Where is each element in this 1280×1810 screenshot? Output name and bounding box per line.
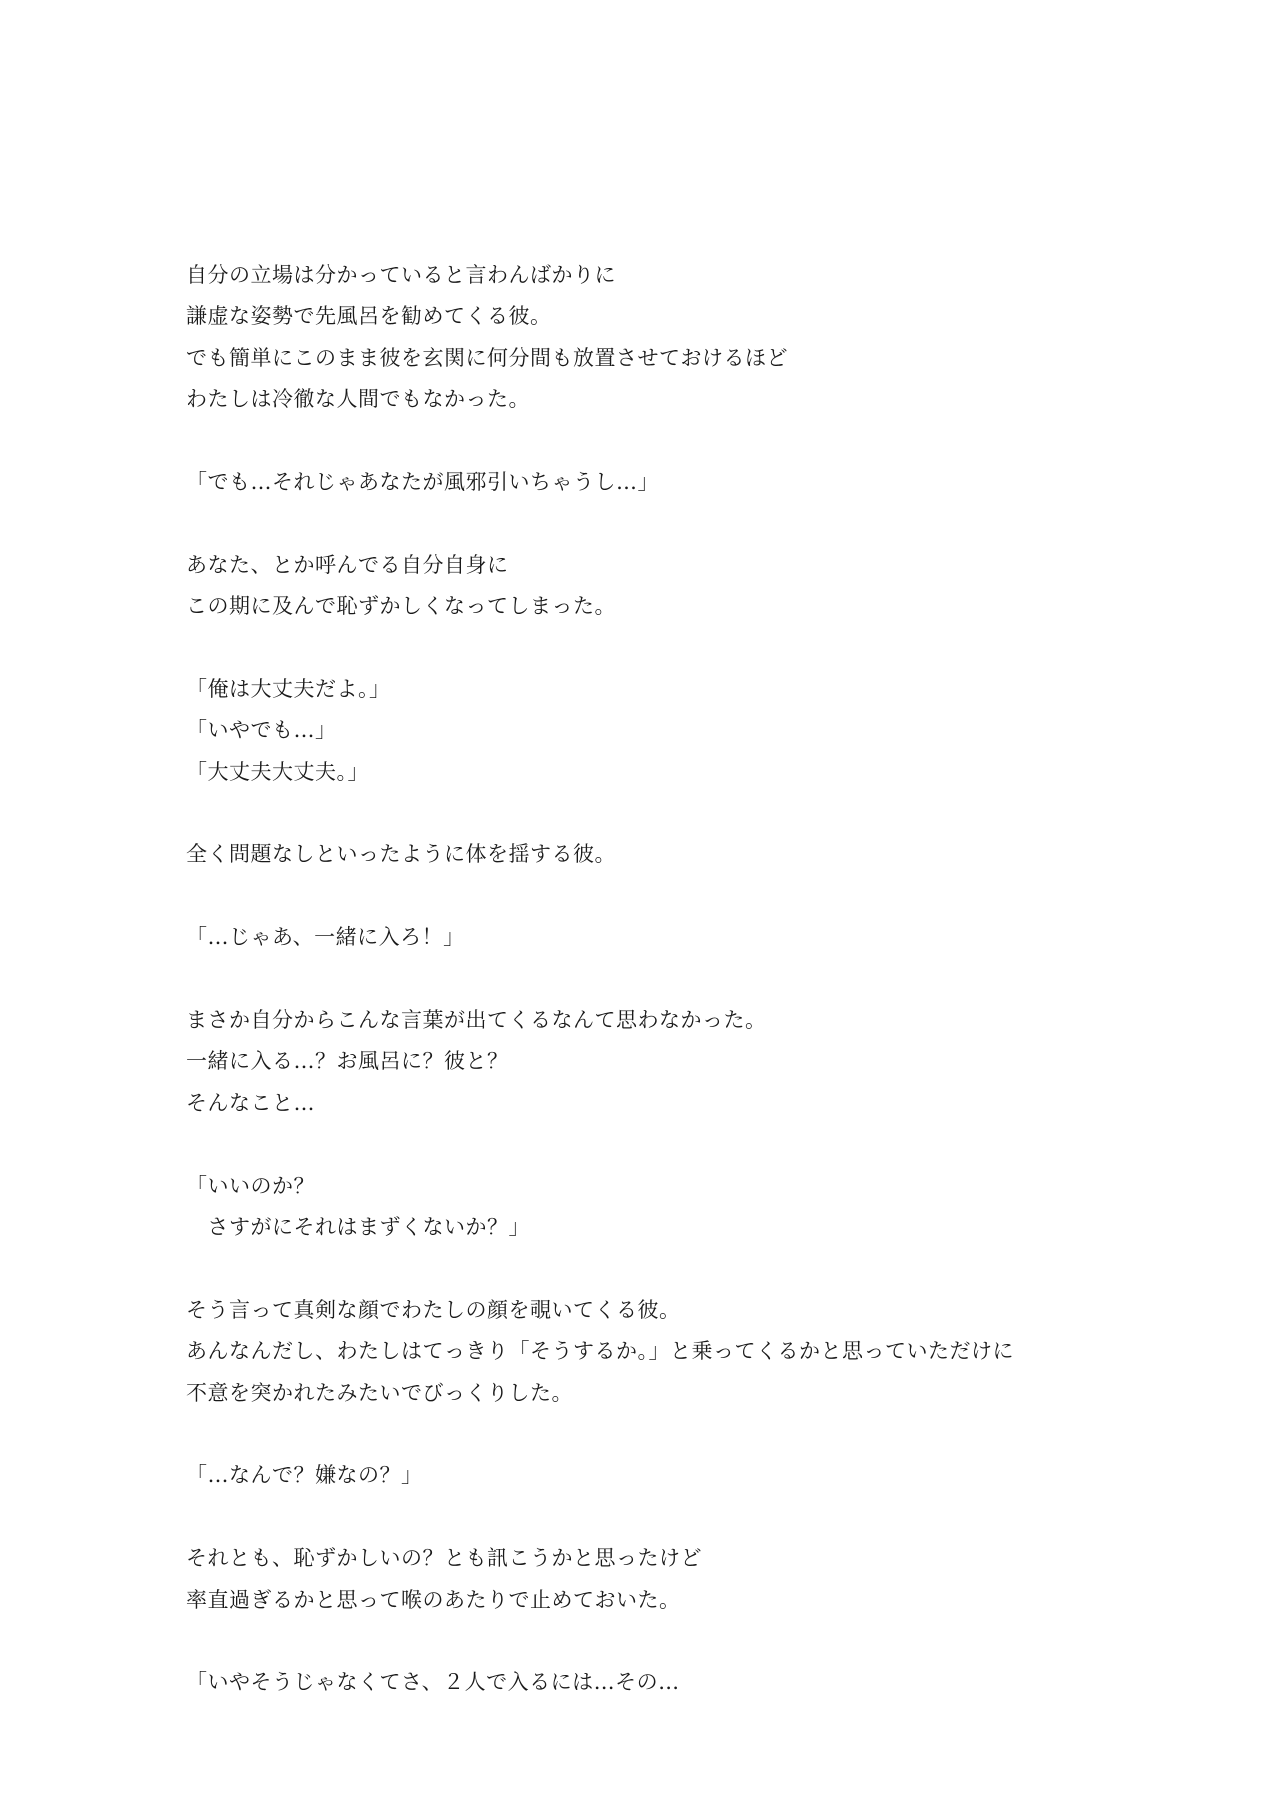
text-line: さすがにそれはまずくないか？」 <box>186 1214 530 1239</box>
blank-line <box>186 1248 1186 1289</box>
blank-line <box>186 1497 1186 1538</box>
blank-line <box>186 1621 1186 1662</box>
blank-line <box>186 503 1186 544</box>
blank-line <box>186 421 1186 462</box>
text-line: 「…なんで？嫌なの？」 <box>186 1463 423 1488</box>
text-line: 一緒に入る…？お風呂に？彼と？ <box>186 1049 509 1074</box>
blank-line <box>186 1414 1186 1455</box>
text-line: そんなこと… <box>186 1090 315 1115</box>
text-line: 「…じゃあ、一緒に入ろ！」 <box>186 925 465 950</box>
text-line: あなた、とか呼んでる自分自身に <box>186 552 509 577</box>
text-line: 「いいのか？ <box>186 1173 315 1198</box>
blank-line <box>186 793 1186 834</box>
story-text <box>186 255 1186 1704</box>
text-line: わたしは冷徹な人間でもなかった。 <box>186 387 530 412</box>
text-line: でも簡単にこのまま彼を玄関に何分間も放置させておけるほど <box>186 345 788 370</box>
blank-line <box>186 959 1186 1000</box>
text-line: この期に及んで恥ずかしくなってしまった。 <box>186 594 616 619</box>
text-line: 「大丈夫大丈夫。」 <box>186 759 369 784</box>
blank-line <box>186 876 1186 917</box>
text-line: 謙虚な姿勢で先風呂を勧めてくる彼。 <box>186 304 552 329</box>
text-line: 「でも…それじゃあなたが風邪引いちゃうし…」 <box>186 469 659 494</box>
text-line: それとも、恥ずかしいの？とも訊こうかと思ったけど <box>186 1546 702 1571</box>
text-line: 率直過ぎるかと思って喉のあたりで止めておいた。 <box>186 1587 681 1612</box>
text-line: 不意を突かれたみたいでびっくりした。 <box>186 1380 573 1405</box>
text-line: 全く問題なしといったように体を揺する彼。 <box>186 842 616 867</box>
text-line: 「俺は大丈夫だよ。」 <box>186 676 391 701</box>
text-line: 自分の立場は分かっていると言わんばかりに <box>186 263 616 287</box>
text-line: まさか自分からこんな言葉が出てくるなんて思わなかった。 <box>186 1008 767 1033</box>
text-line: あんなんだし、わたしはてっきり「そうするか。」と乗ってくるかと思っていただけに <box>186 1339 1014 1364</box>
text-line: 「いやそうじゃなくてさ、２人で入るには…その… <box>186 1670 680 1695</box>
text-line: 「いやでも…」 <box>186 718 337 743</box>
blank-line <box>186 1124 1186 1165</box>
text-line: そう言って真剣な顔でわたしの顔を覗いてくる彼。 <box>186 1297 681 1322</box>
blank-line <box>186 628 1186 669</box>
